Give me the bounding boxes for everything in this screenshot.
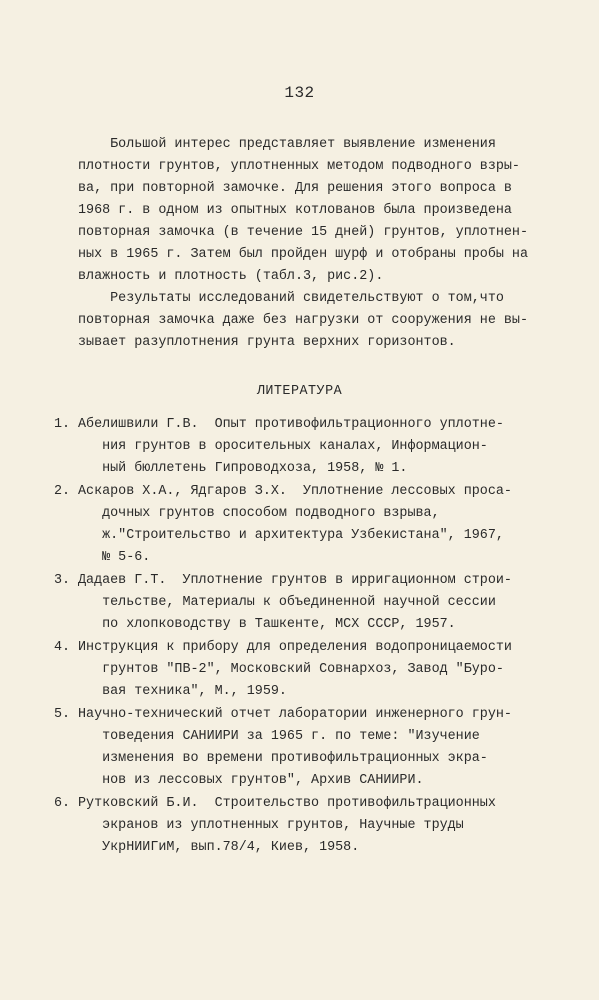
reference-line: тельстве, Материалы к объединенной научной сессии (78, 595, 496, 610)
body-line: ва, при повторной замочке. Для решения этого вопроса в (78, 181, 512, 196)
reference-number: 5. (54, 707, 71, 722)
body-line: 1968 г. в одном из опытных котлованов была произведена (78, 203, 512, 218)
reference-line: экранов из уплотненных грунтов, Научные труды (78, 818, 464, 833)
reference-line: по хлопководству в Ташкенте, МСХ СССР, 1957. (78, 617, 456, 632)
reference-line: товедения САНИИРИ за 1965 г. по теме: "Изучение (78, 729, 480, 744)
reference-list (54, 414, 574, 860)
reference-line: Научно-технический отчет лаборатории инженерного грун- (78, 707, 512, 722)
reference-number: 3. (54, 573, 71, 588)
reference-line: Абелишвили Г.В. Опыт противофильтрационного уплотне- (78, 417, 504, 432)
reference-line: ный бюллетень Гипроводхоза, 1958, № 1. (78, 461, 408, 476)
reference-item (54, 637, 574, 703)
body-line: плотности грунтов, уплотненных методом подводного взры- (78, 159, 520, 174)
reference-line: грунтов "ПВ-2", Московский Совнархоз, Завод "Буро- (78, 662, 504, 677)
body-line: Результаты исследований свидетельствуют о том,что (78, 291, 504, 306)
reference-line: Аскаров Х.А., Ядгаров З.Х. Уплотнение лессовых проса- (78, 484, 512, 499)
body-line: влажность и плотность (табл.3, рис.2). (78, 269, 384, 284)
reference-line: Дадаев Г.Т. Уплотнение грунтов в ирригационном строи- (78, 573, 512, 588)
reference-line: Инструкция к прибору для определения водопроницаемости (78, 640, 512, 655)
reference-line: вая техника", М., 1959. (78, 684, 287, 699)
reference-item (54, 704, 574, 792)
reference-item (54, 481, 574, 569)
page-number: 132 (284, 84, 315, 102)
body-line: ных в 1965 г. Затем был пройден шурф и отобраны пробы на (78, 247, 528, 262)
reference-line: дочных грунтов способом подводного взрыва, (78, 506, 440, 521)
reference-item (54, 793, 574, 859)
body-line: повторная замочка (в течение 15 дней) грунтов, уплотнен- (78, 225, 528, 240)
reference-line: ния грунтов в оросительных каналах, Информацион- (78, 439, 488, 454)
reference-line: № 5-6. (78, 550, 151, 565)
reference-line: изменения во времени противофильтрационных экра- (78, 751, 488, 766)
reference-line: ж."Строительство и архитектура Узбекистана", 1967, (78, 528, 504, 543)
reference-item (54, 414, 574, 480)
reference-line: Рутковский Б.И. Строительство противофильтрационных (78, 796, 496, 811)
reference-item (54, 570, 574, 636)
reference-number: 1. (54, 417, 71, 432)
reference-number: 2. (54, 484, 71, 499)
reference-number: 6. (54, 796, 71, 811)
body-line: зывает разуплотнения грунта верхних горизонтов. (78, 335, 456, 350)
body-line: Большой интерес представляет выявление изменения (78, 137, 496, 152)
reference-number: 4. (54, 640, 71, 655)
reference-line: УкрНИИГиМ, вып.78/4, Киев, 1958. (78, 840, 360, 855)
reference-line: нов из лессовых грунтов", Архив САНИИРИ. (78, 773, 424, 788)
body-line: повторная замочка даже без нагрузки от сооружения не вы- (78, 313, 528, 328)
body-text (78, 134, 558, 354)
literature-heading: ЛИТЕРАТУРА (256, 384, 343, 399)
